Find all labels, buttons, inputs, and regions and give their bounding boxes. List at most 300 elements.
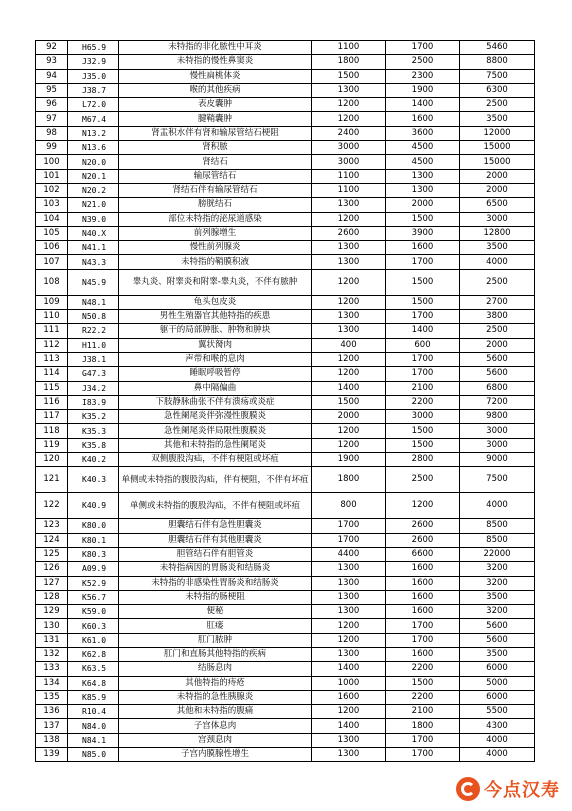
diagnosis-code-cell: N20.0 [68,155,119,169]
fee-level-3-cell: 5600 [460,619,535,633]
fee-level-2-cell: 2500 [386,55,460,69]
row-number-cell: 131 [36,633,68,647]
fee-level-1-cell: 1200 [312,438,386,452]
fee-level-2-cell: 1600 [386,576,460,590]
fee-level-1-cell: 1200 [312,424,386,438]
diagnosis-code-cell: M67.4 [68,112,119,126]
diagnosis-name-cell: 未特指的肠梗阻 [119,590,312,604]
row-number-cell: 100 [36,155,68,169]
fee-level-2-cell: 2200 [386,690,460,704]
row-number-cell: 96 [36,98,68,112]
fee-level-3-cell: 8800 [460,55,535,69]
table-row [36,183,535,197]
row-number-cell: 109 [36,295,68,309]
diagnosis-name-cell: 便秘 [119,605,312,619]
diagnosis-code-cell: L72.0 [68,98,119,112]
diagnosis-name-cell: 胆囊结石伴有急性胆囊炎 [119,519,312,533]
row-number-cell: 93 [36,55,68,69]
table-row [36,733,535,747]
diagnosis-code-cell: N85.0 [68,748,119,762]
table-row [36,410,535,424]
diagnosis-code-cell: N84.0 [68,719,119,733]
fee-level-1-cell: 1200 [312,98,386,112]
table-row [36,98,535,112]
row-number-cell: 116 [36,395,68,409]
fee-level-3-cell: 6000 [460,690,535,704]
table-row [36,295,535,309]
table-row [36,533,535,547]
fee-level-3-cell: 5500 [460,705,535,719]
diagnosis-code-cell: N84.1 [68,733,119,747]
diagnosis-code-cell: J38.7 [68,83,119,97]
fee-level-3-cell: 4000 [460,255,535,269]
fee-level-2-cell: 1800 [386,719,460,733]
diagnosis-code-cell: N43.3 [68,255,119,269]
row-number-cell: 94 [36,69,68,83]
row-number-cell: 95 [36,83,68,97]
table-row [36,241,535,255]
fee-level-1-cell: 2000 [312,410,386,424]
fee-level-3-cell: 3000 [460,212,535,226]
row-number-cell: 139 [36,748,68,762]
row-number-cell: 135 [36,690,68,704]
fee-level-1-cell: 1300 [312,605,386,619]
fee-level-3-cell: 4000 [460,733,535,747]
fee-level-2-cell: 1500 [386,295,460,309]
table-row [36,269,535,295]
row-number-cell: 120 [36,453,68,467]
fee-level-1-cell: 1200 [312,112,386,126]
fee-level-2-cell: 1700 [386,352,460,366]
fee-level-1-cell: 400 [312,338,386,352]
fee-level-1-cell: 1300 [312,576,386,590]
diagnosis-code-cell: I83.9 [68,395,119,409]
fee-level-3-cell: 2000 [460,183,535,197]
fee-level-1-cell: 1300 [312,647,386,661]
fee-level-3-cell: 22000 [460,547,535,561]
fee-level-3-cell: 4000 [460,493,535,519]
diagnosis-name-cell: 肛门和直肠其他特指的疾病 [119,647,312,661]
table-row [36,255,535,269]
table-row [36,647,535,661]
fee-level-1-cell: 1500 [312,395,386,409]
table-row [36,719,535,733]
row-number-cell: 113 [36,352,68,366]
fee-level-2-cell: 1300 [386,183,460,197]
fee-level-2-cell: 3900 [386,226,460,240]
fee-level-1-cell: 1300 [312,748,386,762]
diagnosis-name-cell: 胆囊结石伴有其他胆囊炎 [119,533,312,547]
diagnosis-code-cell: N13.6 [68,141,119,155]
table-row [36,748,535,762]
diagnosis-code-cell: K63.5 [68,662,119,676]
diagnosis-code-cell: N13.2 [68,126,119,140]
diagnosis-code-cell: K40.2 [68,453,119,467]
fee-level-3-cell: 5600 [460,352,535,366]
fee-level-2-cell: 1500 [386,269,460,295]
diagnosis-name-cell: 下肢静脉曲张不伴有溃疡或炎症 [119,395,312,409]
diagnosis-name-cell: 胆管结石伴有胆管炎 [119,547,312,561]
table-row [36,141,535,155]
diagnosis-name-cell: 其他特指的痔疮 [119,676,312,690]
fee-level-1-cell: 1200 [312,367,386,381]
fee-level-3-cell: 2500 [460,98,535,112]
row-number-cell: 136 [36,705,68,719]
fee-level-2-cell: 1700 [386,255,460,269]
row-number-cell: 117 [36,410,68,424]
fee-level-2-cell: 1300 [386,169,460,183]
diagnosis-code-cell: K60.3 [68,619,119,633]
table-row [36,112,535,126]
table-row [36,424,535,438]
fee-level-3-cell: 2500 [460,324,535,338]
diagnosis-code-cell: K56.7 [68,590,119,604]
fee-level-1-cell: 1300 [312,324,386,338]
row-number-cell: 103 [36,198,68,212]
row-number-cell: 138 [36,733,68,747]
fee-level-3-cell: 4000 [460,748,535,762]
table-row [36,547,535,561]
diagnosis-code-cell: N39.0 [68,212,119,226]
fee-level-3-cell: 15000 [460,141,535,155]
fee-level-3-cell: 6500 [460,198,535,212]
fee-level-2-cell: 1400 [386,324,460,338]
diagnosis-code-cell: K59.0 [68,605,119,619]
diagnosis-code-cell: N45.9 [68,269,119,295]
diagnosis-code-cell: N50.8 [68,310,119,324]
fee-level-3-cell: 15000 [460,155,535,169]
diagnosis-name-cell: 单侧或未特指的腹股沟疝，伴有梗阻，不伴有坏疽 [119,467,312,493]
diagnosis-name-cell: 其他和未特指的急性阑尾炎 [119,438,312,452]
row-number-cell: 111 [36,324,68,338]
fee-level-1-cell: 1100 [312,183,386,197]
diagnosis-name-cell: 未特指的慢性鼻窦炎 [119,55,312,69]
diagnosis-name-cell: 翼状胬肉 [119,338,312,352]
fee-level-3-cell: 3000 [460,424,535,438]
fee-level-2-cell: 600 [386,338,460,352]
diagnosis-code-cell: K35.8 [68,438,119,452]
fee-level-2-cell: 1900 [386,83,460,97]
fee-level-2-cell: 4500 [386,141,460,155]
diagnosis-name-cell: 龟头包皮炎 [119,295,312,309]
row-number-cell: 102 [36,183,68,197]
row-number-cell: 108 [36,269,68,295]
fee-level-1-cell: 1400 [312,381,386,395]
row-number-cell: 115 [36,381,68,395]
diagnosis-name-cell: 睡眠呼吸暂停 [119,367,312,381]
diagnosis-code-cell: K85.9 [68,690,119,704]
row-number-cell: 110 [36,310,68,324]
table-row [36,519,535,533]
fee-level-1-cell: 1300 [312,733,386,747]
fee-level-1-cell: 1300 [312,198,386,212]
diagnosis-name-cell: 输尿管结石 [119,169,312,183]
diagnosis-name-cell: 急性阑尾炎伴弥漫性腹膜炎 [119,410,312,424]
diagnosis-name-cell: 子宫体息肉 [119,719,312,733]
fee-level-1-cell: 3000 [312,155,386,169]
table-row [36,467,535,493]
fee-level-1-cell: 1300 [312,562,386,576]
diagnosis-name-cell: 结肠息肉 [119,662,312,676]
fee-level-3-cell: 8500 [460,519,535,533]
fee-level-2-cell: 3000 [386,410,460,424]
diagnosis-code-cell: K62.8 [68,647,119,661]
fee-level-1-cell: 1300 [312,255,386,269]
table-row [36,605,535,619]
table-row [36,198,535,212]
row-number-cell: 132 [36,647,68,661]
table-row [36,619,535,633]
diagnosis-name-cell: 男性生殖器官其他特指的疾患 [119,310,312,324]
row-number-cell: 101 [36,169,68,183]
fee-level-3-cell: 7200 [460,395,535,409]
fee-level-1-cell: 1200 [312,352,386,366]
diagnosis-code-cell: K40.3 [68,467,119,493]
diagnosis-code-cell: A09.9 [68,562,119,576]
fee-level-1-cell: 1300 [312,241,386,255]
fee-level-2-cell: 1600 [386,647,460,661]
diagnosis-code-cell: R10.4 [68,705,119,719]
table-row [36,676,535,690]
diagnosis-name-cell: 慢性扁桃体炎 [119,69,312,83]
fee-level-2-cell: 1600 [386,605,460,619]
fee-level-1-cell: 1200 [312,633,386,647]
diagnosis-code-cell: K80.0 [68,519,119,533]
diagnosis-name-cell: 膀胱结石 [119,198,312,212]
row-number-cell: 118 [36,424,68,438]
row-number-cell: 123 [36,519,68,533]
diagnosis-name-cell: 鼻中隔偏曲 [119,381,312,395]
diagnosis-code-cell: K64.8 [68,676,119,690]
fee-level-2-cell: 2600 [386,533,460,547]
diagnosis-name-cell: 肛门脓肿 [119,633,312,647]
row-number-cell: 124 [36,533,68,547]
diagnosis-code-cell: J38.1 [68,352,119,366]
fee-level-3-cell: 3200 [460,605,535,619]
table-row [36,310,535,324]
diagnosis-name-cell: 单侧或未特指的腹股沟疝，不伴有梗阻或坏疽 [119,493,312,519]
table-row [36,367,535,381]
diagnosis-name-cell: 睾丸炎、附睾炎和附睾-睾丸炎，不伴有脓肿 [119,269,312,295]
diagnosis-code-cell: N41.1 [68,241,119,255]
table-row [36,324,535,338]
watermark-text: 今点汉寿 [484,780,560,801]
fee-level-3-cell: 3200 [460,562,535,576]
brand-logo-icon [456,777,480,801]
row-number-cell: 99 [36,141,68,155]
fee-level-2-cell: 4500 [386,155,460,169]
diagnosis-name-cell: 表皮囊肿 [119,98,312,112]
fee-level-3-cell: 2500 [460,269,535,295]
fee-level-1-cell: 800 [312,493,386,519]
diagnosis-code-cell: H11.0 [68,338,119,352]
fee-level-2-cell: 2200 [386,395,460,409]
fee-level-3-cell: 3000 [460,438,535,452]
table-row [36,352,535,366]
fee-level-2-cell: 1200 [386,493,460,519]
row-number-cell: 130 [36,619,68,633]
fee-level-1-cell: 1800 [312,55,386,69]
table-row [36,41,535,55]
diagnosis-code-cell: K80.1 [68,533,119,547]
diagnosis-code-cell: R22.2 [68,324,119,338]
fee-level-1-cell: 1400 [312,662,386,676]
diagnosis-name-cell: 未特指病因的胃肠炎和结肠炎 [119,562,312,576]
diagnosis-name-cell: 肛瘘 [119,619,312,633]
fee-level-3-cell: 2700 [460,295,535,309]
fee-level-1-cell: 1200 [312,212,386,226]
watermark [456,775,560,803]
fee-level-3-cell: 2000 [460,169,535,183]
diagnosis-name-cell: 声带和喉的息肉 [119,352,312,366]
fee-level-1-cell: 1200 [312,619,386,633]
diagnosis-code-cell: K80.3 [68,547,119,561]
diagnosis-name-cell: 前列腺增生 [119,226,312,240]
fee-level-1-cell: 1800 [312,467,386,493]
diagnosis-name-cell: 未特指的非感染性胃肠炎和结肠炎 [119,576,312,590]
fee-level-3-cell: 9000 [460,453,535,467]
fee-level-2-cell: 2800 [386,453,460,467]
diagnosis-code-cell: N48.1 [68,295,119,309]
row-number-cell: 125 [36,547,68,561]
fee-level-2-cell: 1500 [386,438,460,452]
table-row [36,226,535,240]
table-row [36,155,535,169]
fee-level-1-cell: 3000 [312,141,386,155]
fee-level-3-cell: 6800 [460,381,535,395]
fee-level-2-cell: 1700 [386,748,460,762]
row-number-cell: 126 [36,562,68,576]
fee-level-1-cell: 1300 [312,83,386,97]
fee-level-3-cell: 6300 [460,83,535,97]
diagnosis-name-cell: 腱鞘囊肿 [119,112,312,126]
fee-level-3-cell: 5600 [460,633,535,647]
row-number-cell: 107 [36,255,68,269]
table-row [36,381,535,395]
fee-level-3-cell: 3500 [460,241,535,255]
row-number-cell: 104 [36,212,68,226]
row-number-cell: 137 [36,719,68,733]
fee-level-3-cell: 12800 [460,226,535,240]
fee-level-3-cell: 7500 [460,467,535,493]
diagnosis-code-cell: G47.3 [68,367,119,381]
fee-level-2-cell: 6600 [386,547,460,561]
diagnosis-name-cell: 肾结石 [119,155,312,169]
fee-level-1-cell: 1600 [312,690,386,704]
row-number-cell: 92 [36,41,68,55]
row-number-cell: 128 [36,590,68,604]
fee-level-3-cell: 3500 [460,112,535,126]
fee-level-3-cell: 8500 [460,533,535,547]
table-row [36,55,535,69]
fee-level-1-cell: 1300 [312,310,386,324]
diagnosis-name-cell: 其他和未特指的腹痛 [119,705,312,719]
fee-level-2-cell: 2600 [386,519,460,533]
fee-level-1-cell: 1100 [312,41,386,55]
fee-level-2-cell: 1700 [386,310,460,324]
fee-level-2-cell: 1600 [386,562,460,576]
diagnosis-name-cell: 宫颈息肉 [119,733,312,747]
fee-level-1-cell: 2400 [312,126,386,140]
fee-level-1-cell: 1200 [312,269,386,295]
table-row [36,395,535,409]
row-number-cell: 114 [36,367,68,381]
diagnosis-code-cell: J32.9 [68,55,119,69]
table-row [36,690,535,704]
table-row [36,69,535,83]
fee-level-2-cell: 1700 [386,367,460,381]
row-number-cell: 106 [36,241,68,255]
row-number-cell: 121 [36,467,68,493]
fee-level-3-cell: 3200 [460,576,535,590]
fee-level-1-cell: 1700 [312,533,386,547]
fee-table [35,40,535,762]
fee-level-3-cell: 6000 [460,662,535,676]
table-row [36,562,535,576]
fee-level-2-cell: 1700 [386,41,460,55]
fee-level-1-cell: 1500 [312,69,386,83]
table-row [36,212,535,226]
row-number-cell: 122 [36,493,68,519]
fee-level-2-cell: 1500 [386,676,460,690]
table-row [36,453,535,467]
fee-level-1-cell: 2600 [312,226,386,240]
row-number-cell: 127 [36,576,68,590]
table-body [36,41,535,762]
fee-level-3-cell: 5000 [460,676,535,690]
row-number-cell: 105 [36,226,68,240]
fee-level-2-cell: 2200 [386,662,460,676]
row-number-cell: 112 [36,338,68,352]
fee-level-3-cell: 2000 [460,338,535,352]
fee-level-3-cell: 12000 [460,126,535,140]
fee-level-3-cell: 7500 [460,69,535,83]
fee-level-1-cell: 1700 [312,519,386,533]
table-row [36,633,535,647]
table-row [36,662,535,676]
fee-level-3-cell: 9800 [460,410,535,424]
fee-level-3-cell: 4300 [460,719,535,733]
diagnosis-code-cell: K61.0 [68,633,119,647]
fee-level-2-cell: 1500 [386,212,460,226]
fee-level-3-cell: 5460 [460,41,535,55]
fee-level-1-cell: 1000 [312,676,386,690]
diagnosis-name-cell: 肾结石伴有输尿管结石 [119,183,312,197]
diagnosis-code-cell: N20.1 [68,169,119,183]
diagnosis-name-cell: 未特指的急性胰腺炎 [119,690,312,704]
row-number-cell: 119 [36,438,68,452]
diagnosis-name-cell: 未特指的非化脓性中耳炎 [119,41,312,55]
fee-level-2-cell: 2000 [386,198,460,212]
diagnosis-code-cell: N40.X [68,226,119,240]
fee-level-1-cell: 4400 [312,547,386,561]
row-number-cell: 97 [36,112,68,126]
diagnosis-code-cell: K35.3 [68,424,119,438]
diagnosis-name-cell: 慢性前列腺炎 [119,241,312,255]
table-row [36,576,535,590]
fee-level-3-cell: 3500 [460,590,535,604]
fee-level-2-cell: 1400 [386,98,460,112]
diagnosis-code-cell: K35.2 [68,410,119,424]
table-row [36,169,535,183]
diagnosis-code-cell: J34.2 [68,381,119,395]
diagnosis-code-cell: K40.9 [68,493,119,519]
table-row [36,590,535,604]
table-row [36,705,535,719]
fee-level-2-cell: 2500 [386,467,460,493]
row-number-cell: 129 [36,605,68,619]
row-number-cell: 133 [36,662,68,676]
